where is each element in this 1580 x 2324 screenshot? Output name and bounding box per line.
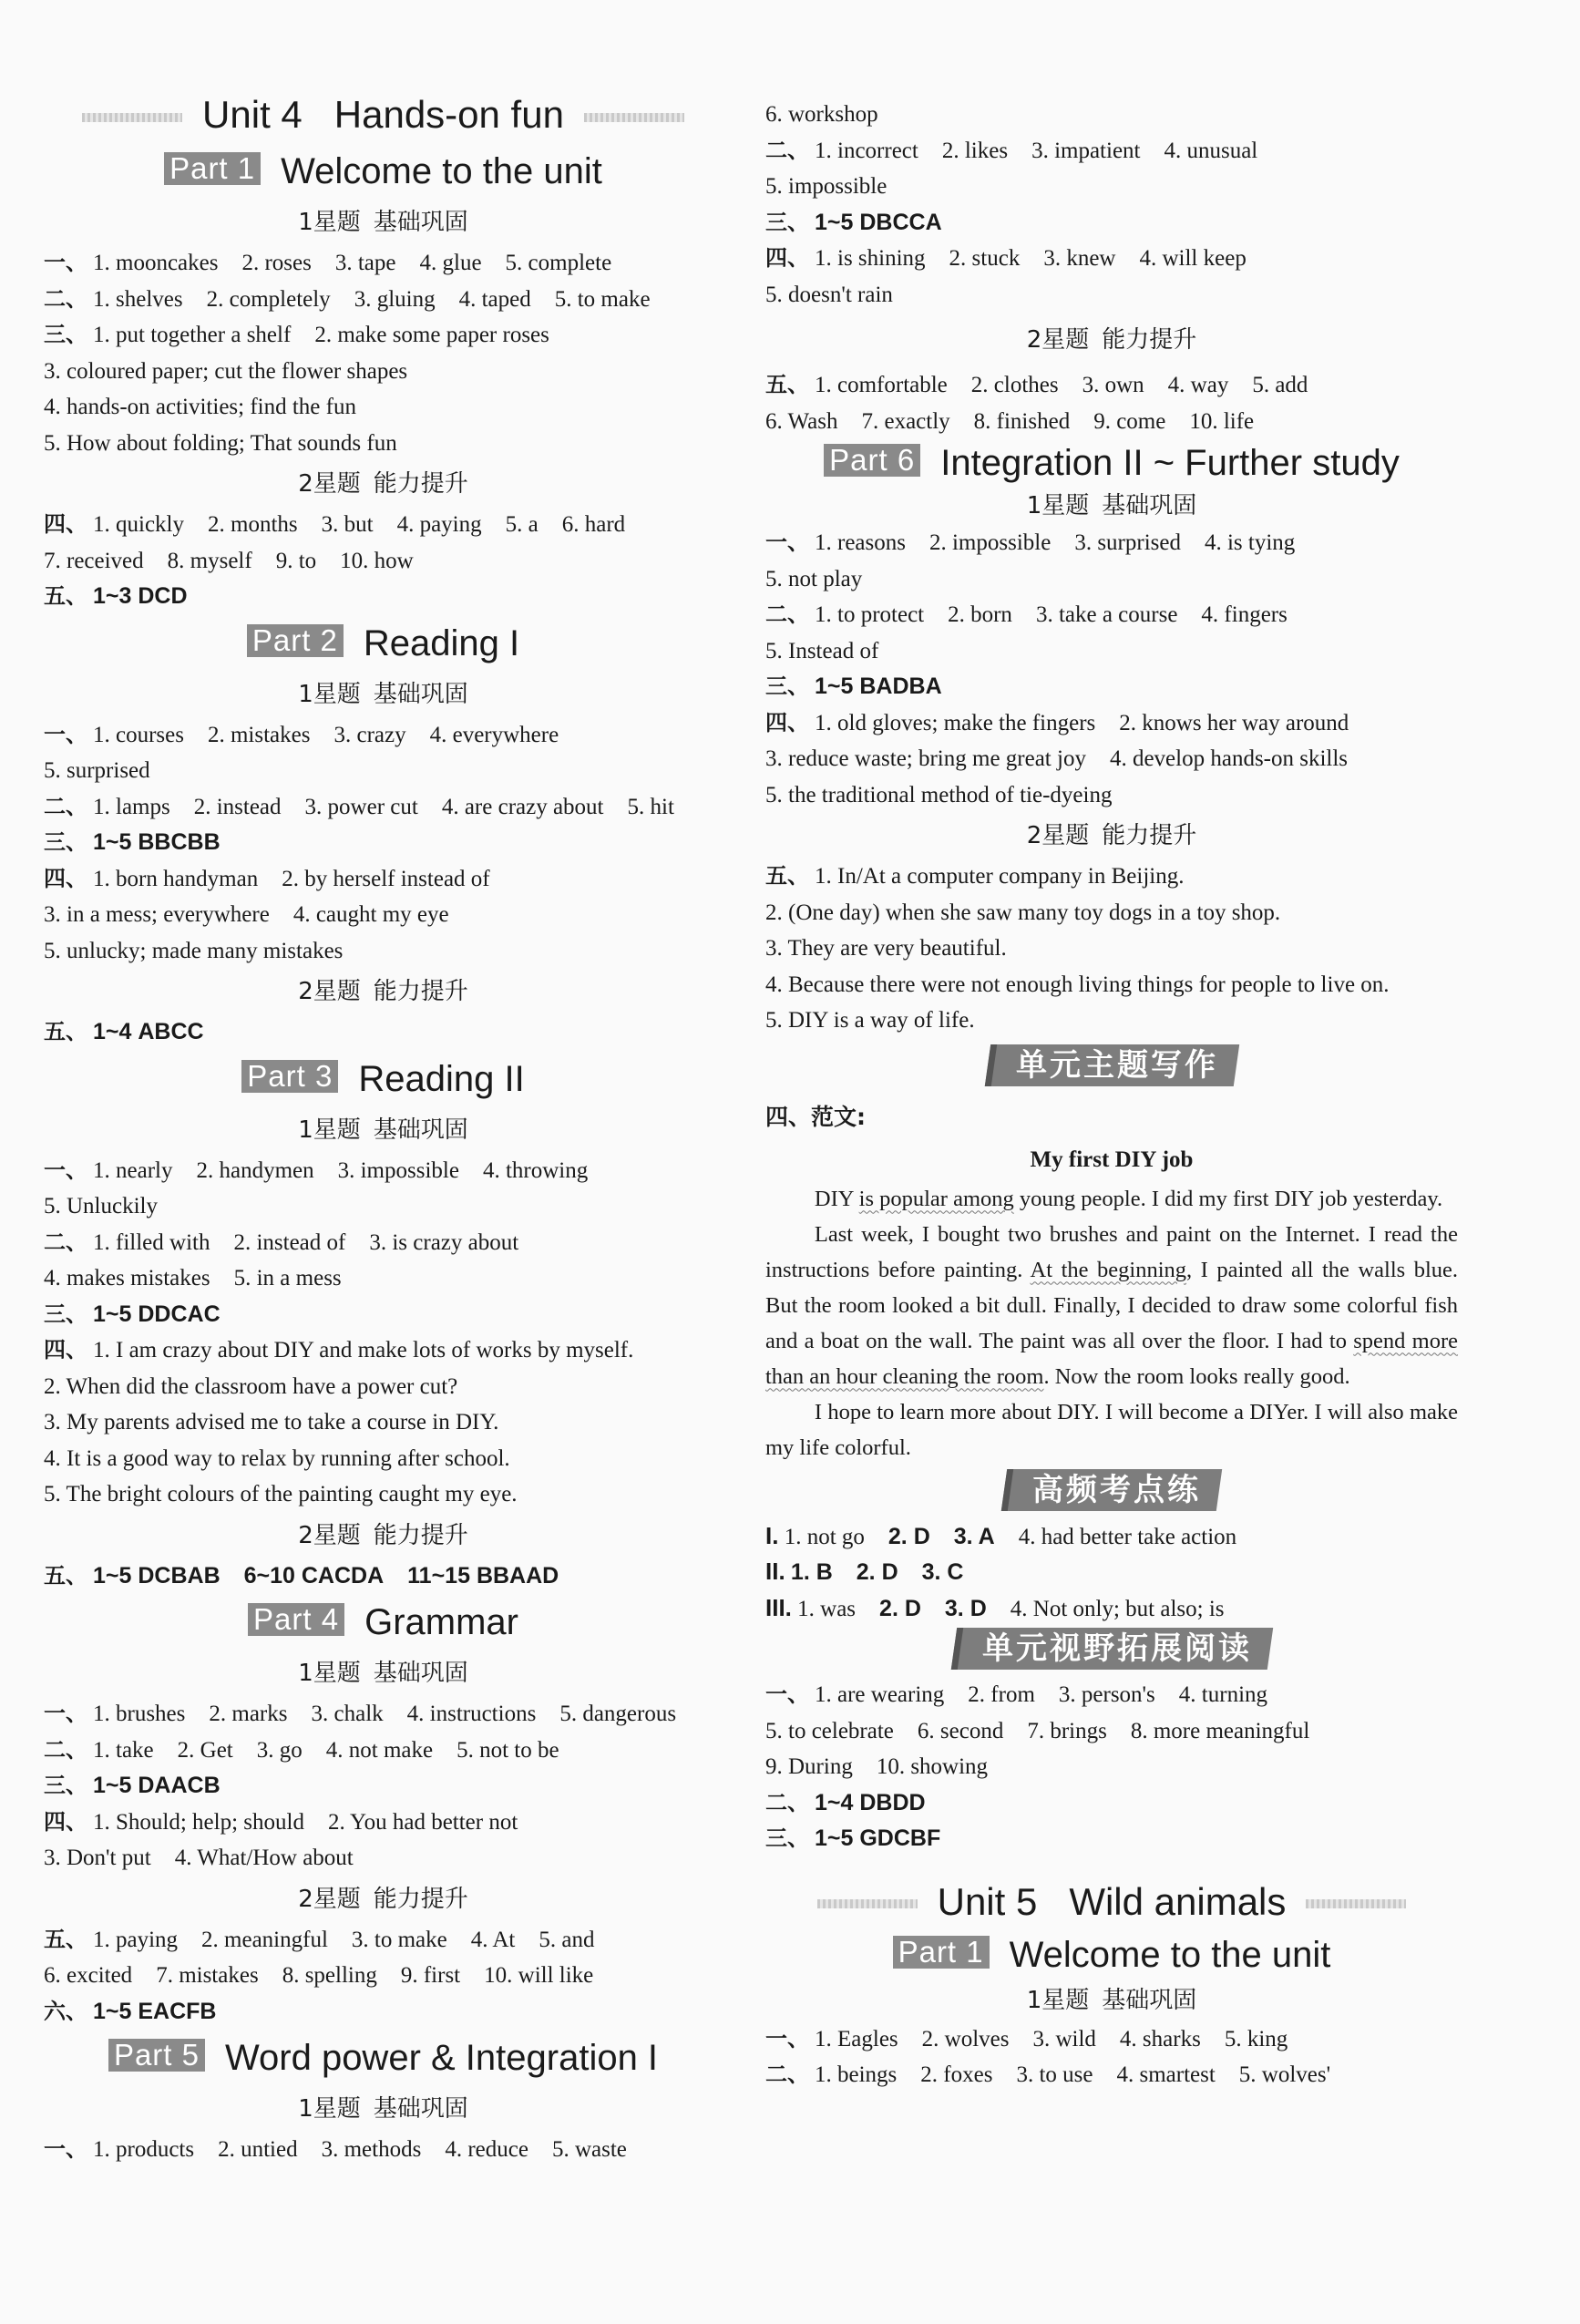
part-badge: Part 3	[241, 1060, 338, 1093]
answer-line: 五、 1~5 DCBAB 6~10 CACDA 11~15 BBAAD	[44, 1562, 559, 1589]
unit5-title	[765, 1874, 1458, 1930]
level-1-heading: 1星题 基础巩固	[298, 209, 468, 236]
answer-line: 9. During 10. showing	[765, 1754, 989, 1779]
answer-line: 5. How about folding; That sounds fun	[44, 430, 397, 456]
answer-line: I. 1. not go 2. D 3. A 4. had better take action	[765, 1521, 1237, 1549]
answer-line: 4. hands-on activities; find the fun	[44, 395, 356, 419]
answer-line: 二、 1. incorrect 2. likes 3. impatient 4. unusual	[765, 137, 1258, 163]
part-name: Integration II ~ Further study	[940, 443, 1400, 484]
answer-line: 三、 1~5 BADBA	[765, 674, 942, 699]
answer-line: 一、 1. brushes 2. marks 3. chalk 4. instructions 5. dangerous	[44, 1701, 677, 1726]
answer-line: 一、 1. Eagles 2. wolves 3. wild 4. sharks 5. king	[765, 2025, 1288, 2051]
answer-line: 5. the traditional method of tie-dyeing	[765, 782, 1113, 807]
level-1-heading: 1星题 基础巩固	[1026, 492, 1197, 519]
part3-heading	[44, 1051, 723, 1107]
answer-line: 2. (One day) when she saw many toy dogs in a toy shop.	[765, 900, 1281, 925]
level-1-heading: 1星题 基础巩固	[298, 1116, 468, 1144]
answer-line: 5. Instead of	[765, 638, 879, 663]
part-badge: Part 1	[893, 1936, 990, 1969]
essay-paragraph: DIY is popular among young people. I did my first DIY job yesterday.	[814, 1186, 1443, 1211]
level-2-heading: 2星题 能力提升	[1026, 822, 1197, 849]
answer-line: 3. They are very beautiful.	[765, 936, 1007, 961]
level-2-heading: 2星题 能力提升	[1026, 326, 1197, 354]
answer-line: 三、 1~5 DBCCA	[765, 209, 942, 235]
answer-line: 五、 1. comfortable 2. clothes 3. own 4. way 5. add	[765, 372, 1308, 397]
answer-line: 四、 1. old gloves; make the fingers 2. knows her way around	[765, 709, 1349, 735]
part-name: Grammar	[364, 1602, 518, 1643]
level-2-heading: 2星题 能力提升	[298, 1521, 468, 1549]
unit4-title-text: Unit 4 Hands-on fun	[202, 93, 564, 136]
answer-line: 三、 1. put together a shelf 2. make some paper roses	[44, 322, 549, 347]
answer-line: 一、 1. mooncakes 2. roses 3. tape 4. glue 5. complete	[44, 250, 612, 275]
essay-title: My first DIY job	[1030, 1147, 1194, 1172]
part-badge: Part 2	[247, 624, 344, 657]
writing-banner: 单元主题写作	[765, 1039, 1458, 1095]
answer-line: 二、 1~4 DBDD	[765, 1789, 926, 1815]
answer-line: 五、 1~4 ABCC	[44, 1019, 204, 1044]
answer-line: 6. excited 7. mistakes 8. spelling 9. first 10. will like	[44, 1963, 594, 1988]
part-name: Word power & Integration I	[224, 2038, 659, 2079]
answer-line: 5. Unluckily	[44, 1194, 158, 1219]
answer-line: 3. in a mess; everywhere 4. caught my eye	[44, 902, 449, 927]
answer-line: 3. My parents advised me to take a course in DIY.	[44, 1410, 499, 1435]
answer-line: 四、 1. is shining 2. stuck 3. knew 4. will keep	[765, 245, 1247, 271]
level-1-heading: 1星题 基础巩固	[298, 2095, 468, 2123]
level-2-heading: 2星题 能力提升	[298, 978, 468, 1005]
part-name: Welcome to the unit	[281, 151, 602, 192]
answer-line: 一、 1. are wearing 2. from 3. person's 4. turning	[765, 1681, 1268, 1707]
answer-line: 四、 1. quickly 2. months 3. but 4. paying 5. a 6. hard	[44, 511, 626, 537]
answer-line: 5. DIY is a way of life.	[765, 1008, 975, 1033]
title-decoration	[1306, 1899, 1406, 1908]
answer-line: 二、 1. lamps 2. instead 3. power cut 4. are crazy about 5. hit	[44, 793, 674, 819]
answer-line: 二、 1. filled with 2. instead of 3. is crazy about	[44, 1229, 519, 1255]
answer-line: 5. impossible	[765, 174, 887, 199]
answer-line: 四、 1. born handyman 2. by herself instead of	[44, 865, 490, 891]
level-1-heading: 1星题 基础巩固	[298, 1660, 468, 1687]
answer-line: 二、 1. beings 2. foxes 3. to use 4. smartest 5. wolves'	[765, 2062, 1331, 2087]
answer-line: 5. surprised	[44, 758, 150, 783]
title-decoration	[584, 113, 684, 122]
answer-line: 5. unlucky; made many mistakes	[44, 938, 344, 963]
answer-line: 二、 1. to protect 2. born 3. take a course 4. fingers	[765, 602, 1288, 627]
answer-line: 五、 1. paying 2. meaningful 3. to make 4. At 5. and	[44, 1926, 595, 1952]
answer-line: 6. workshop	[765, 102, 878, 127]
answer-line: 一、 1. nearly 2. handymen 3. impossible 4. throwing	[44, 1157, 589, 1183]
model-essay-label: 四、范文:	[765, 1103, 866, 1130]
answer-line: 5. doesn't rain	[765, 282, 893, 307]
answer-line: 一、 1. reasons 2. impossible 3. surprised 4. is tying	[765, 530, 1296, 555]
answer-line: 三、 1~5 GDCBF	[765, 1825, 941, 1851]
part-badge: Part 1	[164, 152, 261, 185]
answer-line: 四、 1. I am crazy about DIY and make lots of works by myself.	[44, 1337, 634, 1363]
answer-line: III. 1. was 2. D 3. D 4. Not only; but also; is	[765, 1593, 1225, 1621]
part6-heading	[765, 439, 1458, 487]
answer-line: 二、 1. shelves 2. completely 3. gluing 4. taped 5. to make	[44, 285, 651, 312]
unit4-title	[44, 87, 723, 143]
answer-line: 二、 1. take 2. Get 3. go 4. not make 5. not to be	[44, 1736, 559, 1763]
answer-line: 5. The bright colours of the painting caught my eye.	[44, 1482, 518, 1506]
answer-line: 4. Because there were not enough living things for people to live on.	[765, 972, 1390, 997]
part-name: Reading I	[363, 622, 520, 663]
answer-line: 一、 1. products 2. untied 3. methods 4. reduce 5. waste	[44, 2136, 627, 2162]
title-decoration	[82, 113, 182, 122]
answer-line: 6. Wash 7. exactly 8. finished 9. come 10. life	[765, 408, 1255, 434]
answer-line: 一、 1. courses 2. mistakes 3. crazy 4. everywhere	[44, 721, 559, 747]
answer-line: 四、 1. Should; help; should 2. You had better not	[44, 1808, 518, 1835]
high-frequency-banner: 高频考点练	[765, 1465, 1458, 1518]
answer-line: 三、 1~5 DDCAC	[44, 1301, 221, 1327]
part-name: Reading II	[358, 1058, 525, 1099]
unit5-title-text: Unit 5 Wild animals	[937, 1879, 1287, 1923]
answer-line: 3. reduce waste; bring me great joy 4. develop hands-on skills	[765, 746, 1349, 771]
left-column	[44, 87, 723, 2168]
extended-reading-banner: 单元视野拓展阅读	[765, 1626, 1458, 1677]
answer-line: 五、 1. In/At a computer company in Beijing.	[765, 863, 1185, 889]
answer-line: 4. makes mistakes 5. in a mess	[44, 1266, 342, 1291]
answer-line: 5. to celebrate 6. second 7. brings 8. more meaningful	[765, 1718, 1310, 1743]
unit5-part1-heading	[765, 1930, 1458, 1980]
answer-line: II. 1. B 2. D 3. C	[765, 1558, 964, 1585]
answer-line: 4. It is a good way to relax by running after school.	[44, 1445, 510, 1471]
part5-heading	[44, 2030, 723, 2086]
part4-heading	[44, 1594, 723, 1650]
model-essay	[765, 1181, 1458, 1465]
answer-line: 3. coloured paper; cut the flower shapes	[44, 358, 408, 384]
part2-heading	[44, 615, 723, 672]
answer-line: 五、 1~3 DCD	[44, 583, 188, 609]
essay-paragraph: Last week, I bought two brushes and paint on the Internet. I read the instructions before painting. At the beginning, I painted all the walls blue. But the room looked a bit dull. Finally, I decided to draw some colorful fish and a boat on the wall. The paint was all over the floor. I had to spend more than an hour cleaning the room. Now the room looks really good.	[765, 1221, 1459, 1389]
level-1-heading: 1星题 基础巩固	[1026, 1986, 1197, 2014]
answer-line: 5. not play	[765, 566, 863, 591]
answer-line: 7. received 8. myself 9. to 10. how	[44, 548, 414, 573]
part-badge: Part 5	[108, 2039, 205, 2072]
part-name: Welcome to the unit	[1009, 1934, 1331, 1975]
answer-line: 三、 1~5 BBCBB	[44, 829, 221, 855]
answer-line: 六、 1~5 EACFB	[44, 1998, 217, 2024]
answer-line: 三、 1~5 DAACB	[44, 1773, 221, 1798]
part-badge: Part 4	[248, 1603, 344, 1636]
right-column	[765, 97, 1458, 2093]
title-decoration	[817, 1899, 918, 1908]
level-1-heading: 1星题 基础巩固	[298, 680, 468, 708]
part-badge: Part 6	[824, 444, 920, 477]
level-2-heading: 2星题 能力提升	[298, 470, 468, 498]
part1-heading	[44, 143, 723, 200]
level-2-heading: 2星题 能力提升	[298, 1885, 468, 1913]
essay-paragraph: I hope to learn more about DIY. I will become a DIYer. I will also make my life colorful.	[765, 1399, 1458, 1460]
answer-line: 3. Don't put 4. What/How about	[44, 1846, 354, 1870]
answer-line: 2. When did the classroom have a power cut?	[44, 1373, 458, 1399]
